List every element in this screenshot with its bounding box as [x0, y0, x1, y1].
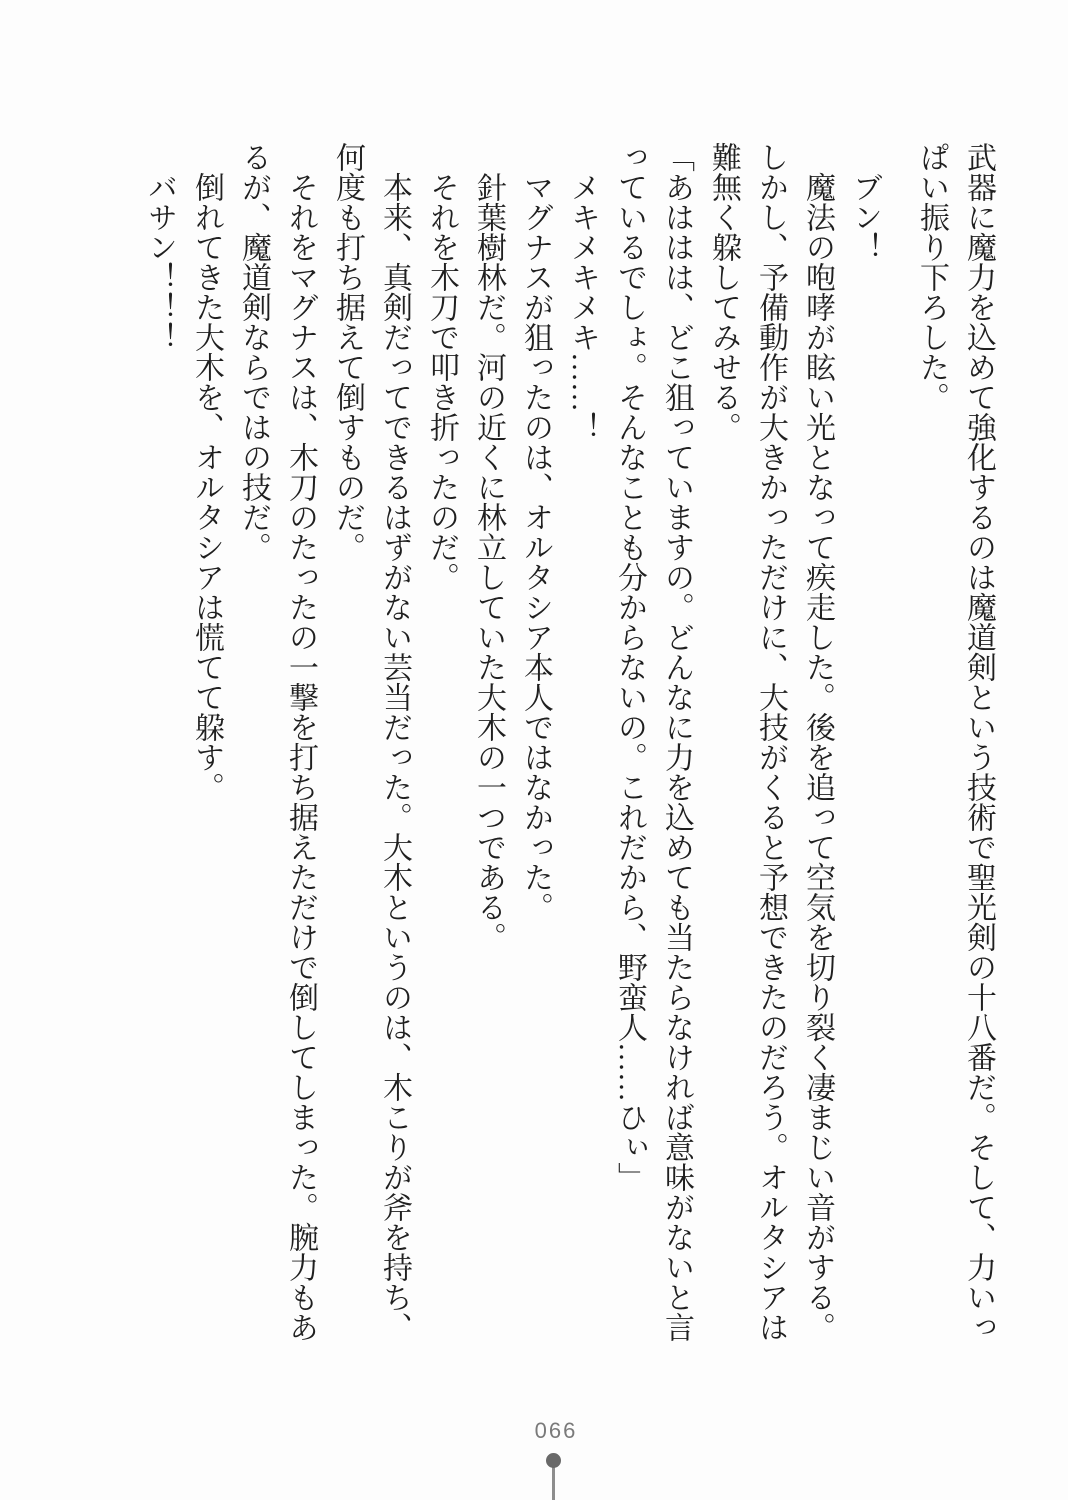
- page-text: [136, 142, 1002, 1342]
- paragraph: 本来、真剣だってできるはずがない芸当だった。大木というのは、木こりが斧を持ち、何度も打ち据えて倒すものだ。: [331, 142, 411, 1342]
- paragraph: メキメキメキ……！: [566, 172, 599, 442]
- pin-dot-icon: [546, 1453, 561, 1468]
- paragraph: それを木刀で叩き折ったのだ。: [425, 172, 458, 592]
- paragraph: 「あははは、どこ狙っていますの。どんなに力を込めても当たらなければ意味がないと言っているでしょ。そんなことも分からないの。これだから、野蛮人……ひぃ」: [613, 142, 693, 1342]
- paragraph: マグナスが狙ったのは、オルタシア本人ではなかった。: [519, 172, 552, 922]
- paragraph: 倒れてきた大木を、オルタシアは慌てて躱す。: [190, 172, 223, 802]
- paragraph: 武器に魔力を込めて強化するのは魔道剣という技術で聖光剣の十八番だ。そして、力いっぱい振り下ろした。: [915, 142, 995, 1342]
- paragraph: 魔法の咆哮が眩い光となって疾走した。後を追って空気を切り裂く凄まじい音がする。: [801, 172, 834, 1342]
- page-number: 066: [534, 1418, 578, 1443]
- paragraph: 針葉樹林だ。河の近くに林立していた大木の一つである。: [472, 172, 505, 952]
- paragraph: ブン！: [848, 172, 881, 262]
- paragraph: それをマグナスは、木刀のたったの一撃を打ち据えただけで倒してしまった。腕力もあるが、魔道剣ならではの技だ。: [237, 142, 317, 1342]
- paragraph: バサン！！！: [143, 172, 176, 352]
- paragraph: しかし、予備動作が大きかっただけに、大技がくると予想できたのだろう。オルタシアは難無く躱してみせる。: [707, 142, 787, 1342]
